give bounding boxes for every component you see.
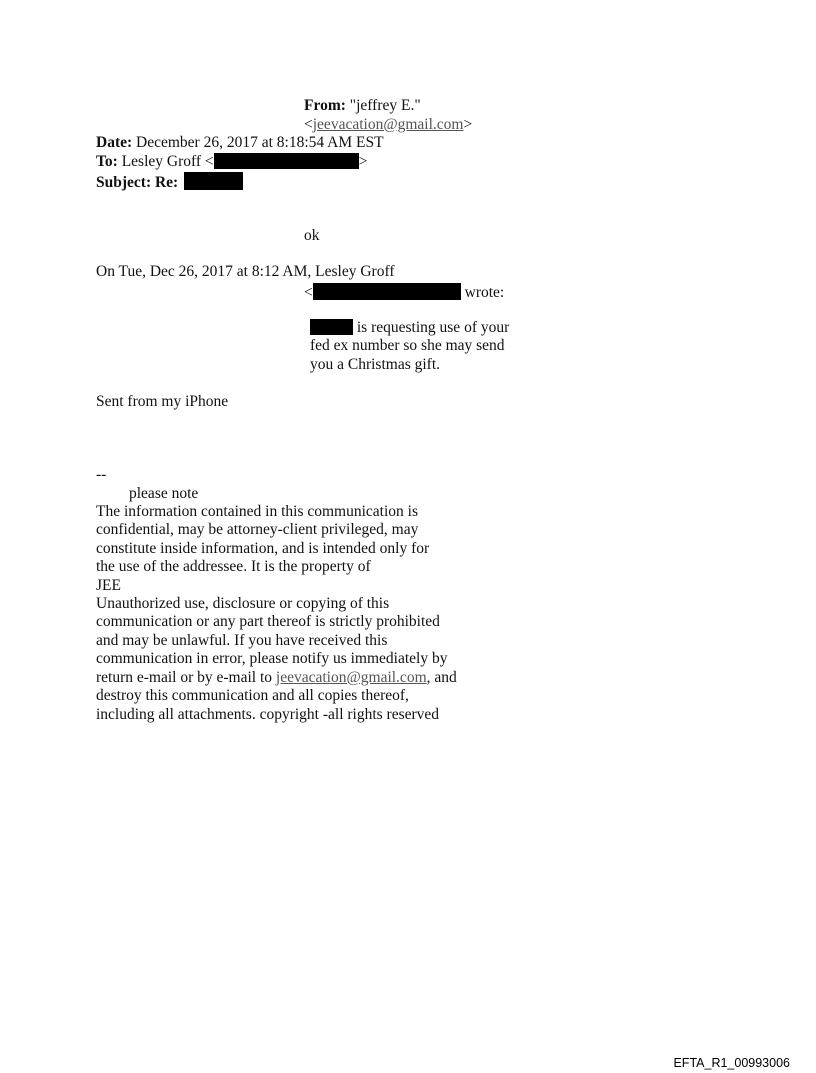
redaction-block (313, 283, 461, 300)
disclaimer-line-prefix: return e-mail or by e-mail to (96, 669, 276, 686)
quoted-line-1 (310, 319, 509, 338)
subject-line (96, 172, 243, 193)
disclaimer-line: The information contained in this communication is (96, 503, 418, 520)
signature: Sent from my iPhone (96, 393, 229, 410)
from-email-close: > (463, 116, 473, 133)
disclaimer-line: the use of the addressee. It is the property of (96, 558, 371, 575)
disclaimer-line: destroy this communication and all copies thereof, (96, 687, 409, 704)
quote-wrote: wrote: (460, 284, 505, 301)
subject-label: Subject: Re: (96, 174, 179, 191)
from-email-open: < (304, 116, 313, 133)
from-line (304, 97, 421, 116)
disclaimer-line-email (96, 669, 457, 688)
to-line (96, 153, 367, 172)
redaction-block (310, 319, 353, 335)
date-line (96, 134, 384, 153)
redaction-block (214, 153, 359, 169)
from-label: From: (304, 97, 346, 114)
from-email-link[interactable]: jeevacation@gmail.com (312, 116, 464, 133)
redaction-block (184, 172, 243, 190)
quote-open: < (304, 284, 313, 301)
quoted-line-2: fed ex number so she may send (310, 337, 505, 354)
disclaimer-line: including all attachments. copyright -all rights reserved (96, 706, 440, 723)
reply-text: ok (304, 227, 320, 244)
disclaimer-line-suffix: , and (426, 669, 457, 686)
disclaimer-email-link[interactable]: jeevacation@gmail.com (275, 669, 427, 686)
from-name: "jeffrey E." (349, 97, 421, 114)
disclaimer-line: Unauthorized use, disclosure or copying of this (96, 595, 390, 612)
disclaimer-line: constitute inside information, and is intended only for (96, 540, 430, 557)
quote-header: On Tue, Dec 26, 2017 at 8:12 AM, Lesley Groff (96, 263, 395, 280)
disclaimer-line: JEE (96, 577, 121, 594)
to-value: Lesley Groff < (121, 153, 214, 170)
disclaimer-line: and may be unlawful. If you have received this (96, 632, 388, 649)
disclaimer-line: communication in error, please notify us immediately by (96, 650, 448, 667)
to-label: To: (96, 153, 118, 170)
quoted-line-3: you a Christmas gift. (310, 356, 441, 373)
disclaimer-dashes: -- (96, 466, 107, 483)
quoted-line-1-text: is requesting use of your (353, 319, 510, 336)
to-close: > (358, 153, 368, 170)
date-label: Date: (96, 134, 133, 151)
disclaimer-note: please note (129, 485, 199, 502)
date-value: December 26, 2017 at 8:18:54 AM EST (136, 134, 384, 151)
from-email-line (304, 116, 472, 135)
disclaimer-line: communication or any part thereof is strictly prohibited (96, 613, 440, 630)
disclaimer-line: confidential, may be attorney-client privileged, may (96, 521, 419, 538)
quote-sender-line (304, 283, 504, 303)
document-id: EFTA_R1_00993006 (673, 1056, 790, 1070)
